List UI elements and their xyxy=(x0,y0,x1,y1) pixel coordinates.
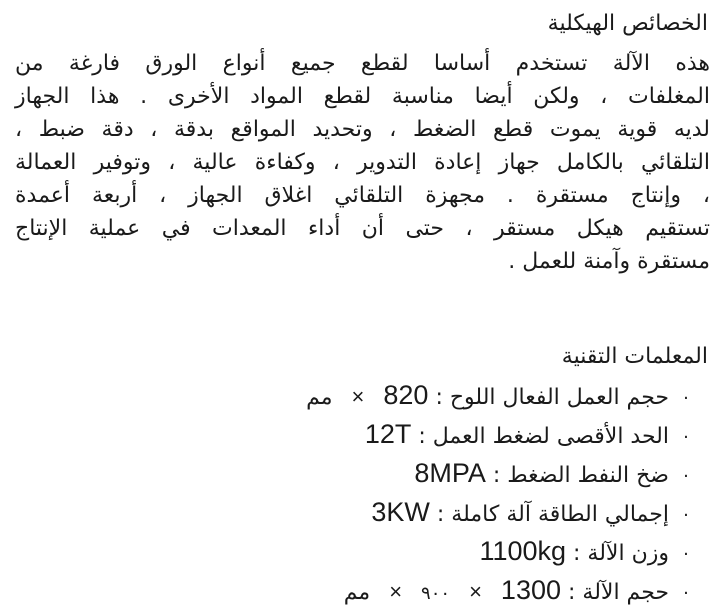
spec-value: 12T xyxy=(364,419,412,449)
bullet-icon: · xyxy=(683,544,689,565)
technical-parameters-list xyxy=(306,376,696,610)
multiply-sign: × xyxy=(389,579,403,604)
paragraph-line: التلقائي بالكامل جهاز إعادة التدوير ، وكفاءة عالية ، وتوفير العمالة xyxy=(15,150,710,175)
spec-item-oil-pump-pressure xyxy=(306,454,696,493)
spec-item-machine-weight xyxy=(306,532,696,571)
bullet-icon: · xyxy=(683,505,689,526)
spec-label: الحد الأقصى لضغط العمل : xyxy=(418,424,669,449)
spec-label: ضخ النفط الضغط : xyxy=(492,463,669,488)
spec-value: 1300 xyxy=(500,575,561,605)
spec-value: 1100kg xyxy=(479,536,567,566)
spec-value-secondary: ٩٠٠ xyxy=(421,583,451,604)
multiply-sign: × xyxy=(469,579,482,604)
spec-label: حجم العمل الفعال اللوح : xyxy=(435,385,669,410)
paragraph-line: لديه قوية يموت قطع الضغط ، وتحديد المواقع بدقة ، دقة ضبط ، xyxy=(15,117,710,142)
bullet-icon: · xyxy=(683,466,689,487)
spec-value: 8MPA xyxy=(414,458,486,488)
spec-unit: مم xyxy=(306,385,333,410)
bullet-icon: · xyxy=(683,427,689,448)
paragraph-line: هذه الآلة تستخدم أساسا لقطع جميع أنواع الورق فارغة من xyxy=(15,51,710,76)
structural-features-heading: الخصائص الهيكلية xyxy=(547,11,708,36)
spec-label: وزن الآلة : xyxy=(573,541,669,566)
multiply-sign: × xyxy=(351,384,365,409)
spec-unit: مم xyxy=(343,580,371,605)
spec-item-total-power xyxy=(306,493,696,532)
paragraph-line: مستقرة وآمنة للعمل . xyxy=(508,249,710,274)
spec-label: إجمالي الطاقة آلة كاملة : xyxy=(436,502,669,527)
spec-label: حجم الآلة : xyxy=(568,580,669,605)
bullet-icon: · xyxy=(683,388,689,409)
spec-value: 820 xyxy=(383,380,429,410)
paragraph-line: تستقيم هيكل مستقر ، حتى أن أداء المعدات في عملية الإنتاج xyxy=(15,216,710,241)
spec-item-board-size xyxy=(306,376,696,415)
paragraph-line: ، وإنتاج مستقرة . مجهزة التلقائي اغلاق الجهاز ، أربعة أعمدة xyxy=(15,183,710,208)
structural-features-paragraph xyxy=(15,47,710,278)
spec-value: 3KW xyxy=(371,497,430,527)
spec-item-max-pressure xyxy=(306,415,696,454)
technical-parameters-heading: المعلمات التقنية xyxy=(561,344,708,369)
spec-item-machine-size xyxy=(306,571,696,610)
bullet-icon: · xyxy=(683,583,689,604)
paragraph-line: المغلفات ، ولكن أيضا مناسبة لقطع المواد الأخرى . هذا الجهاز xyxy=(15,84,710,109)
